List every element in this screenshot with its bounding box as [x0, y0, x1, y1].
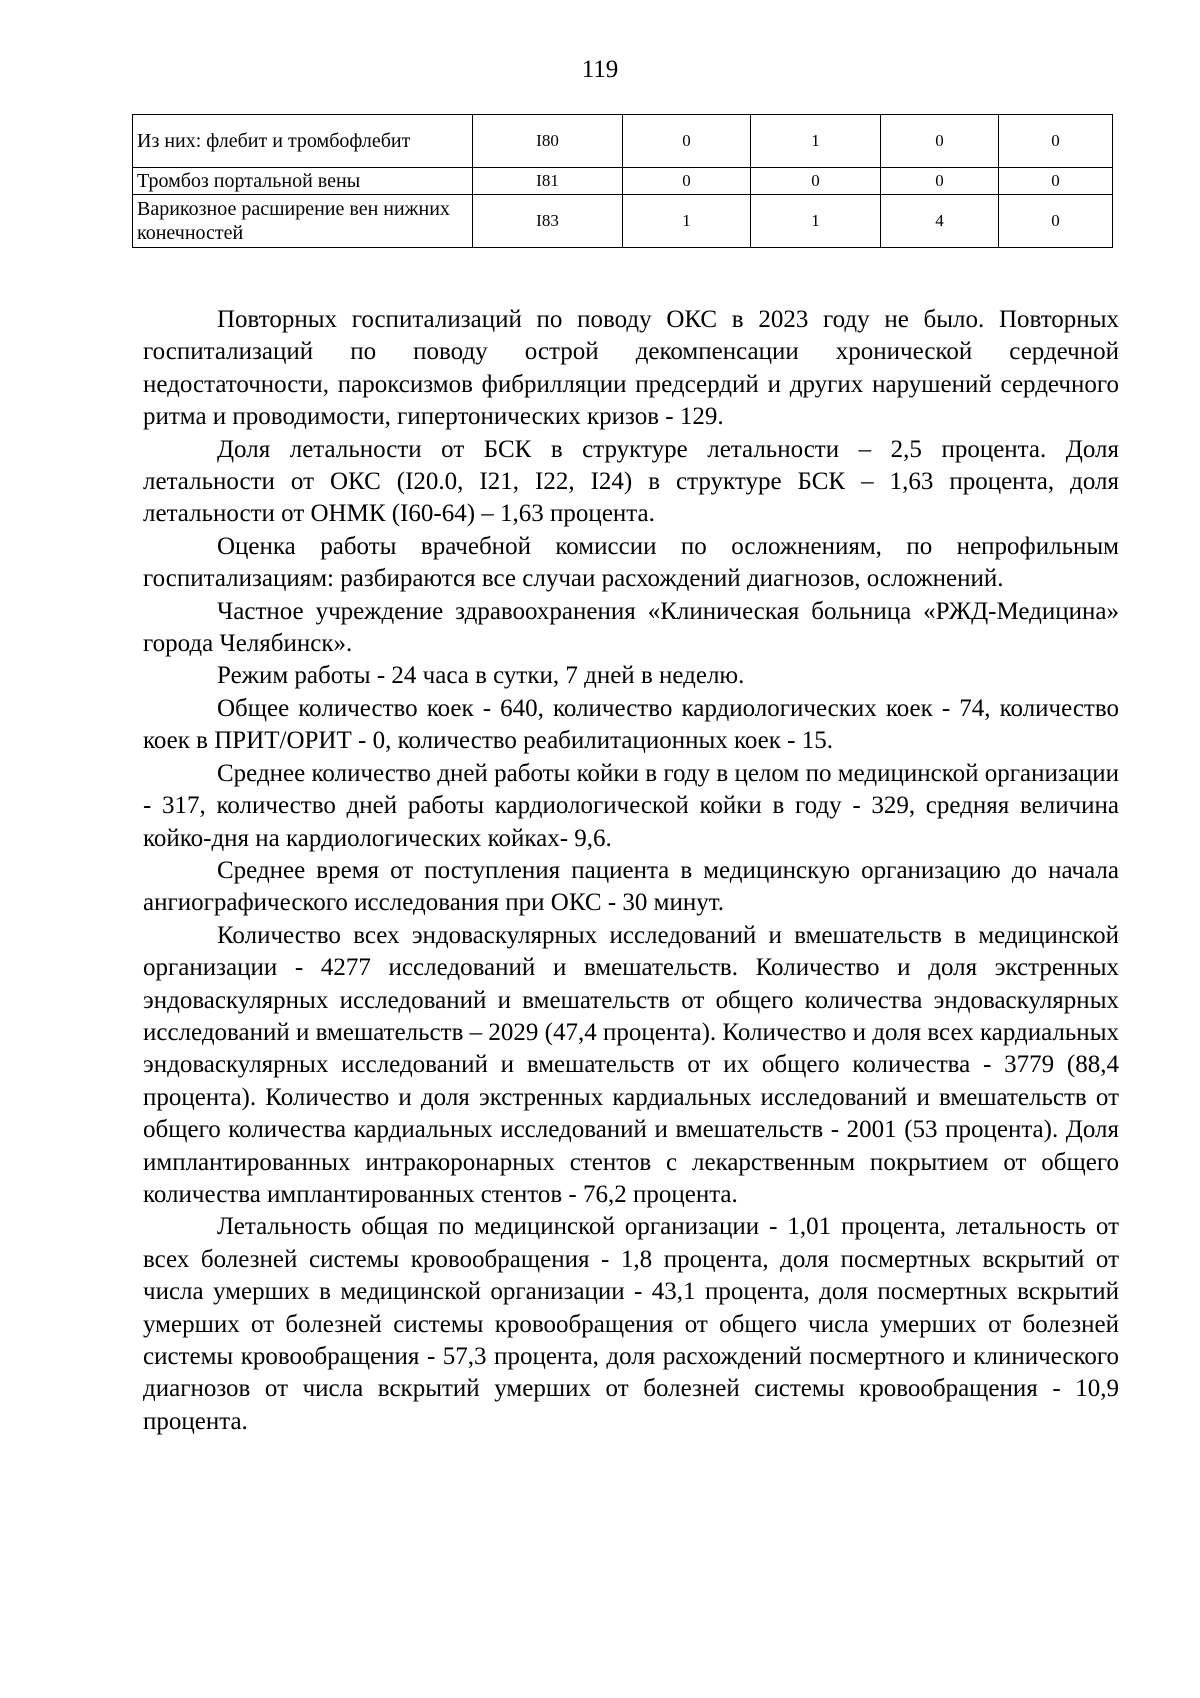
paragraph: Летальность общая по медицинской организации - 1,01 процента, летальность от всех болезней системы кровообращения - 1,8 процента, доля посмертных вскрытий от числа умерших в медицинской организации - 43,1 процента, доля посмертных вскрытий умерших от болезней системы кровообращения от общего числа умерших от болезней системы кровообращения - 57,3 процента, доля расхождений посмертного и клинического диагнозов от числа вскрытий умерших от болезней системы кровообращения - 10,9 процента. [143, 1213, 1119, 1435]
table-row [133, 168, 1113, 195]
row-value: 0 [999, 115, 1113, 168]
paragraph: Количество всех эндоваскулярных исследований и вмешательств в медицинской организации - 4277 исследований и вмешательств. Количество и доля экстренных эндоваскулярных исследований и вмешательств от общего количества эндоваскулярных исследований и вмешательств – 2029 (47,4 процента). Количество и доля всех кардиальных эндоваскулярных исследований и вмешательств от их общего количества - 3779 (88,4 процента). Количество и доля экстренных кардиальных исследований и вмешательств от общего количества кардиальных исследований и вмешательств - 2001 (53 процента). Доля имплантированных интракоронарных стентов с лекарственным покрытием от общего количества имплантированных стентов - 76,2 процента. [143, 921, 1119, 1208]
row-name: Из них: флебит и тромбофлебит [133, 115, 473, 168]
row-value: 1 [623, 195, 751, 248]
row-value: 0 [999, 195, 1113, 248]
table-row [133, 115, 1113, 168]
table-row [133, 195, 1113, 248]
paragraph: Повторных госпитализаций по поводу ОКС в 2023 году не было. Повторных госпитализаций по поводу острой декомпенсации хронической сердечной недостаточности, пароксизмов фибрилляции предсердий и других нарушений сердечного ритма и проводимости, гипертонических кризов - 129. [143, 306, 1119, 431]
row-value: 1 [751, 115, 881, 168]
row-value: 0 [751, 168, 881, 195]
page-number: 119 [581, 56, 619, 83]
paragraph: Доля летальности от БСК в структуре летальности – 2,5 процента. Доля летальности от ОКС (I20.0, I21, I22, I24) в структуре БСК – 1,63 процента, доля летальности от ОНМК (I60-64) – 1,63 процента. [143, 435, 1119, 528]
row-name: Тромбоз портальной вены [133, 168, 473, 195]
paragraph: Среднее количество дней работы койки в году в целом по медицинской организации - 317, количество дней работы кардиологической койки в году - 329, средняя величина койко-дня на кардиологических койках- 9,6. [143, 759, 1119, 852]
paragraph: Частное учреждение здравоохранения «Клиническая больница «РЖД-Медицина» города Челябинск». [143, 597, 1119, 658]
row-value: 0 [999, 168, 1113, 195]
row-value: 0 [881, 115, 999, 168]
paragraph: Среднее время от поступления пациента в медицинскую организацию до начала ангиографического исследования при ОКС - 30 минут. [143, 856, 1119, 917]
paragraph: Оценка работы врачебной комиссии по осложнениям, по непрофильным госпитализациям: разбираются все случаи расхождений диагнозов, осложнений. [143, 532, 1119, 593]
row-value: 1 [751, 195, 881, 248]
row-value: 0 [623, 115, 751, 168]
row-name: Варикозное расширение вен нижних конечностей [133, 195, 473, 248]
row-value: 0 [623, 168, 751, 195]
row-code: I81 [473, 168, 623, 195]
paragraph: Режим работы - 24 часа в сутки, 7 дней в неделю. [217, 662, 745, 690]
row-value: 4 [881, 195, 999, 248]
row-value: 0 [881, 168, 999, 195]
row-code: I80 [473, 115, 623, 168]
body-text [143, 304, 1119, 1438]
data-table [132, 114, 1113, 248]
paragraph: Общее количество коек - 640, количество кардиологических коек - 74, количество коек в ПРИТ/ОРИТ - 0, количество реабилитационных коек - 15. [143, 694, 1119, 755]
row-code: I83 [473, 195, 623, 248]
